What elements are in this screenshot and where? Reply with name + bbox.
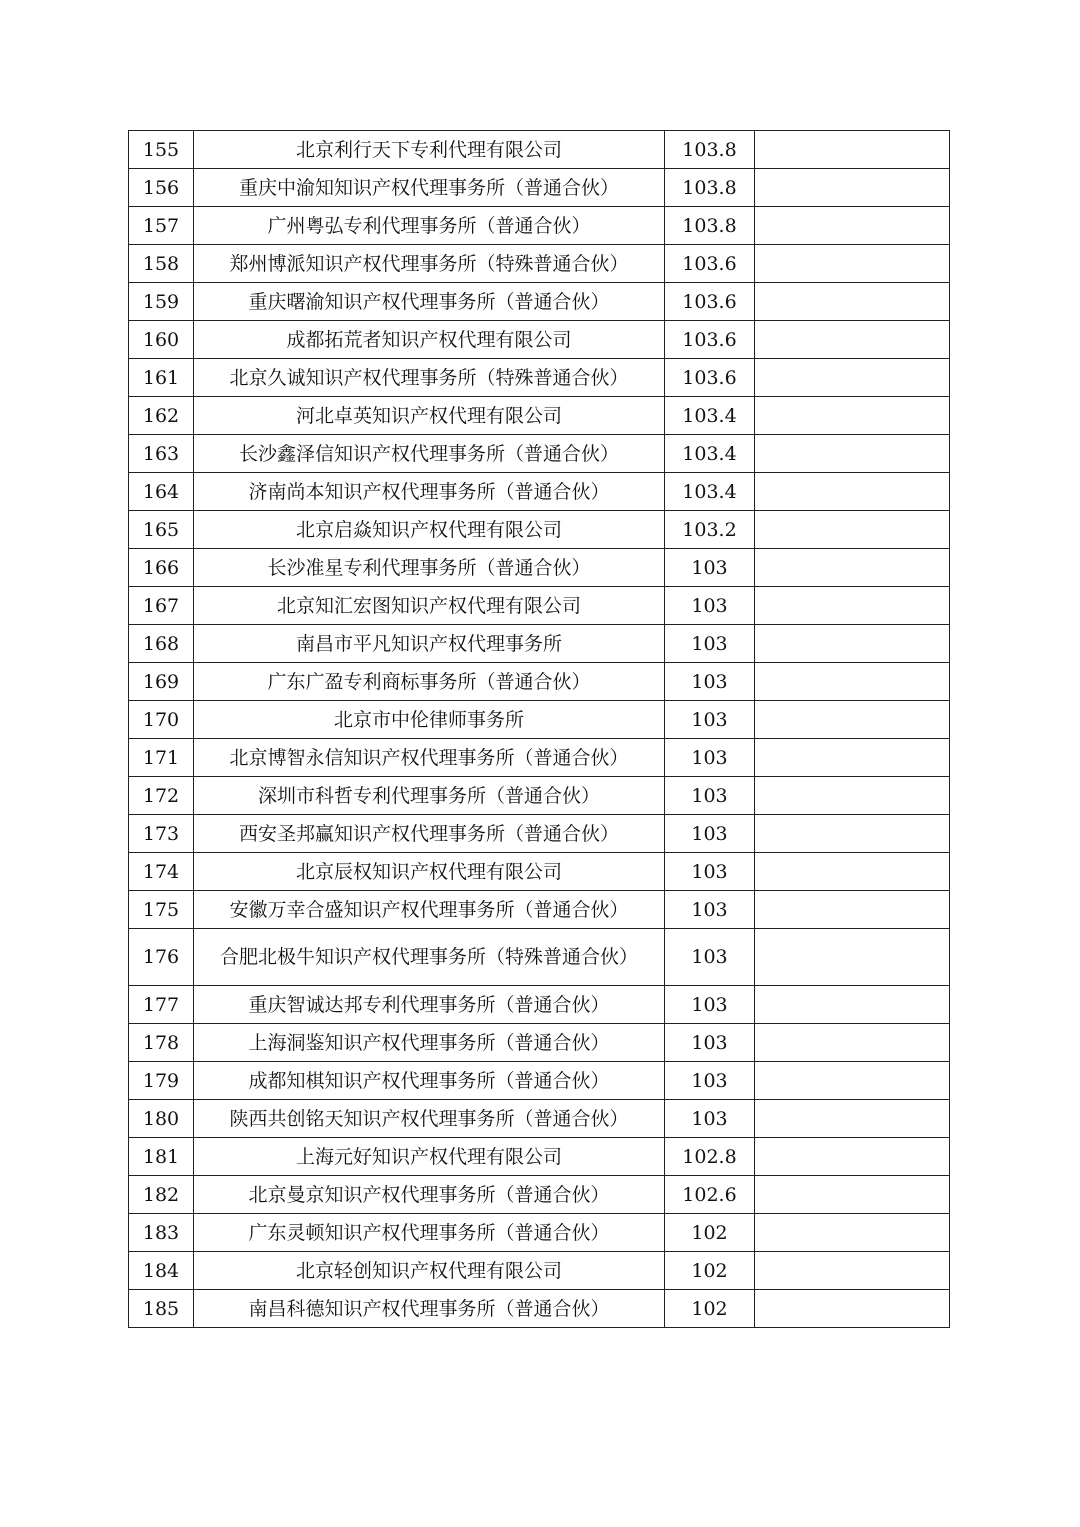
table-row: [129, 1176, 950, 1214]
table-row: [129, 359, 950, 397]
table-row: [129, 321, 950, 359]
score-cell: 103: [665, 815, 755, 853]
note-cell: [755, 131, 950, 169]
note-cell: [755, 1024, 950, 1062]
agency-name-cell: 陕西共创铭天知识产权代理事务所（普通合伙）: [194, 1100, 665, 1138]
note-cell: [755, 435, 950, 473]
agency-name-cell: 长沙准星专利代理事务所（普通合伙）: [194, 549, 665, 587]
row-number-cell: 155: [129, 131, 194, 169]
agency-name-cell: 成都拓荒者知识产权代理有限公司: [194, 321, 665, 359]
agency-name-cell: 广东灵顿知识产权代理事务所（普通合伙）: [194, 1214, 665, 1252]
agency-name-cell: 济南尚本知识产权代理事务所（普通合伙）: [194, 473, 665, 511]
agency-name-cell: 北京曼京知识产权代理事务所（普通合伙）: [194, 1176, 665, 1214]
agency-name-cell: 北京市中伦律师事务所: [194, 701, 665, 739]
table-row: [129, 777, 950, 815]
row-number-cell: 165: [129, 511, 194, 549]
score-cell: 103: [665, 663, 755, 701]
row-number-cell: 181: [129, 1138, 194, 1176]
ranking-table-container: [128, 130, 949, 1328]
score-cell: 103: [665, 587, 755, 625]
agency-name-cell: 河北卓英知识产权代理有限公司: [194, 397, 665, 435]
row-number-cell: 158: [129, 245, 194, 283]
note-cell: [755, 1100, 950, 1138]
note-cell: [755, 986, 950, 1024]
row-number-cell: 163: [129, 435, 194, 473]
row-number-cell: 185: [129, 1290, 194, 1328]
row-number-cell: 180: [129, 1100, 194, 1138]
row-number-cell: 178: [129, 1024, 194, 1062]
table-row: [129, 1252, 950, 1290]
note-cell: [755, 1062, 950, 1100]
score-cell: 103: [665, 1100, 755, 1138]
note-cell: [755, 891, 950, 929]
note-cell: [755, 169, 950, 207]
table-row: [129, 891, 950, 929]
score-cell: 103.4: [665, 435, 755, 473]
score-cell: 103: [665, 701, 755, 739]
table-row: [129, 435, 950, 473]
table-row: [129, 1290, 950, 1328]
agency-name-cell: 西安圣邦赢知识产权代理事务所（普通合伙）: [194, 815, 665, 853]
row-number-cell: 182: [129, 1176, 194, 1214]
row-number-cell: 176: [129, 929, 194, 986]
row-number-cell: 159: [129, 283, 194, 321]
note-cell: [755, 1176, 950, 1214]
score-cell: 103: [665, 986, 755, 1024]
score-cell: 103: [665, 1062, 755, 1100]
score-cell: 103.6: [665, 245, 755, 283]
score-cell: 103: [665, 739, 755, 777]
row-number-cell: 170: [129, 701, 194, 739]
table-row: [129, 473, 950, 511]
score-cell: 103: [665, 1024, 755, 1062]
note-cell: [755, 511, 950, 549]
agency-name-cell: 长沙鑫泽信知识产权代理事务所（普通合伙）: [194, 435, 665, 473]
ranking-table: [128, 130, 950, 1328]
score-cell: 103.4: [665, 397, 755, 435]
score-cell: 103.6: [665, 283, 755, 321]
row-number-cell: 177: [129, 986, 194, 1024]
table-row: [129, 1214, 950, 1252]
note-cell: [755, 397, 950, 435]
note-cell: [755, 625, 950, 663]
table-row: [129, 929, 950, 986]
agency-name-cell: 合肥北极牛知识产权代理事务所（特殊普通合伙）: [194, 929, 665, 986]
note-cell: [755, 245, 950, 283]
score-cell: 103: [665, 853, 755, 891]
row-number-cell: 174: [129, 853, 194, 891]
note-cell: [755, 321, 950, 359]
table-row: [129, 1024, 950, 1062]
row-number-cell: 162: [129, 397, 194, 435]
table-row: [129, 701, 950, 739]
score-cell: 102.8: [665, 1138, 755, 1176]
row-number-cell: 175: [129, 891, 194, 929]
table-row: [129, 1100, 950, 1138]
row-number-cell: 166: [129, 549, 194, 587]
agency-name-cell: 重庆智诚达邦专利代理事务所（普通合伙）: [194, 986, 665, 1024]
table-row: [129, 625, 950, 663]
agency-name-cell: 广东广盈专利商标事务所（普通合伙）: [194, 663, 665, 701]
table-row: [129, 815, 950, 853]
score-cell: 103: [665, 777, 755, 815]
score-cell: 102: [665, 1214, 755, 1252]
note-cell: [755, 1252, 950, 1290]
agency-name-cell: 南昌市平凡知识产权代理事务所: [194, 625, 665, 663]
row-number-cell: 172: [129, 777, 194, 815]
agency-name-cell: 北京启焱知识产权代理有限公司: [194, 511, 665, 549]
note-cell: [755, 1290, 950, 1328]
table-row: [129, 587, 950, 625]
score-cell: 103.6: [665, 359, 755, 397]
row-number-cell: 184: [129, 1252, 194, 1290]
agency-name-cell: 上海洞鉴知识产权代理事务所（普通合伙）: [194, 1024, 665, 1062]
score-cell: 103: [665, 929, 755, 986]
note-cell: [755, 1138, 950, 1176]
agency-name-cell: 北京知汇宏图知识产权代理有限公司: [194, 587, 665, 625]
table-row: [129, 986, 950, 1024]
table-row: [129, 1138, 950, 1176]
note-cell: [755, 587, 950, 625]
note-cell: [755, 815, 950, 853]
row-number-cell: 164: [129, 473, 194, 511]
note-cell: [755, 777, 950, 815]
note-cell: [755, 207, 950, 245]
agency-name-cell: 北京博智永信知识产权代理事务所（普通合伙）: [194, 739, 665, 777]
table-row: [129, 397, 950, 435]
agency-name-cell: 上海元好知识产权代理有限公司: [194, 1138, 665, 1176]
row-number-cell: 169: [129, 663, 194, 701]
note-cell: [755, 283, 950, 321]
agency-name-cell: 北京久诚知识产权代理事务所（特殊普通合伙）: [194, 359, 665, 397]
row-number-cell: 168: [129, 625, 194, 663]
ranking-table-body: [129, 131, 950, 1328]
note-cell: [755, 663, 950, 701]
score-cell: 103.6: [665, 321, 755, 359]
note-cell: [755, 701, 950, 739]
row-number-cell: 156: [129, 169, 194, 207]
row-number-cell: 157: [129, 207, 194, 245]
score-cell: 103: [665, 625, 755, 663]
row-number-cell: 173: [129, 815, 194, 853]
score-cell: 103.8: [665, 207, 755, 245]
table-row: [129, 853, 950, 891]
score-cell: 103.8: [665, 131, 755, 169]
score-cell: 103: [665, 549, 755, 587]
row-number-cell: 171: [129, 739, 194, 777]
agency-name-cell: 南昌科德知识产权代理事务所（普通合伙）: [194, 1290, 665, 1328]
table-row: [129, 245, 950, 283]
score-cell: 102: [665, 1290, 755, 1328]
row-number-cell: 161: [129, 359, 194, 397]
row-number-cell: 167: [129, 587, 194, 625]
score-cell: 103.4: [665, 473, 755, 511]
row-number-cell: 179: [129, 1062, 194, 1100]
table-row: [129, 739, 950, 777]
score-cell: 103.8: [665, 169, 755, 207]
score-cell: 102.6: [665, 1176, 755, 1214]
agency-name-cell: 安徽万幸合盛知识产权代理事务所（普通合伙）: [194, 891, 665, 929]
table-row: [129, 511, 950, 549]
table-row: [129, 169, 950, 207]
agency-name-cell: 广州粤弘专利代理事务所（普通合伙）: [194, 207, 665, 245]
table-row: [129, 207, 950, 245]
table-row: [129, 283, 950, 321]
note-cell: [755, 359, 950, 397]
score-cell: 103: [665, 891, 755, 929]
note-cell: [755, 1214, 950, 1252]
table-row: [129, 131, 950, 169]
score-cell: 103.2: [665, 511, 755, 549]
agency-name-cell: 郑州博派知识产权代理事务所（特殊普通合伙）: [194, 245, 665, 283]
agency-name-cell: 深圳市科哲专利代理事务所（普通合伙）: [194, 777, 665, 815]
agency-name-cell: 北京利行天下专利代理有限公司: [194, 131, 665, 169]
note-cell: [755, 549, 950, 587]
note-cell: [755, 739, 950, 777]
agency-name-cell: 重庆中渝知知识产权代理事务所（普通合伙）: [194, 169, 665, 207]
table-row: [129, 1062, 950, 1100]
table-row: [129, 663, 950, 701]
note-cell: [755, 853, 950, 891]
agency-name-cell: 重庆曙渝知识产权代理事务所（普通合伙）: [194, 283, 665, 321]
note-cell: [755, 473, 950, 511]
score-cell: 102: [665, 1252, 755, 1290]
note-cell: [755, 929, 950, 986]
row-number-cell: 183: [129, 1214, 194, 1252]
row-number-cell: 160: [129, 321, 194, 359]
agency-name-cell: 北京辰权知识产权代理有限公司: [194, 853, 665, 891]
table-row: [129, 549, 950, 587]
agency-name-cell: 北京轻创知识产权代理有限公司: [194, 1252, 665, 1290]
agency-name-cell: 成都知棋知识产权代理事务所（普通合伙）: [194, 1062, 665, 1100]
